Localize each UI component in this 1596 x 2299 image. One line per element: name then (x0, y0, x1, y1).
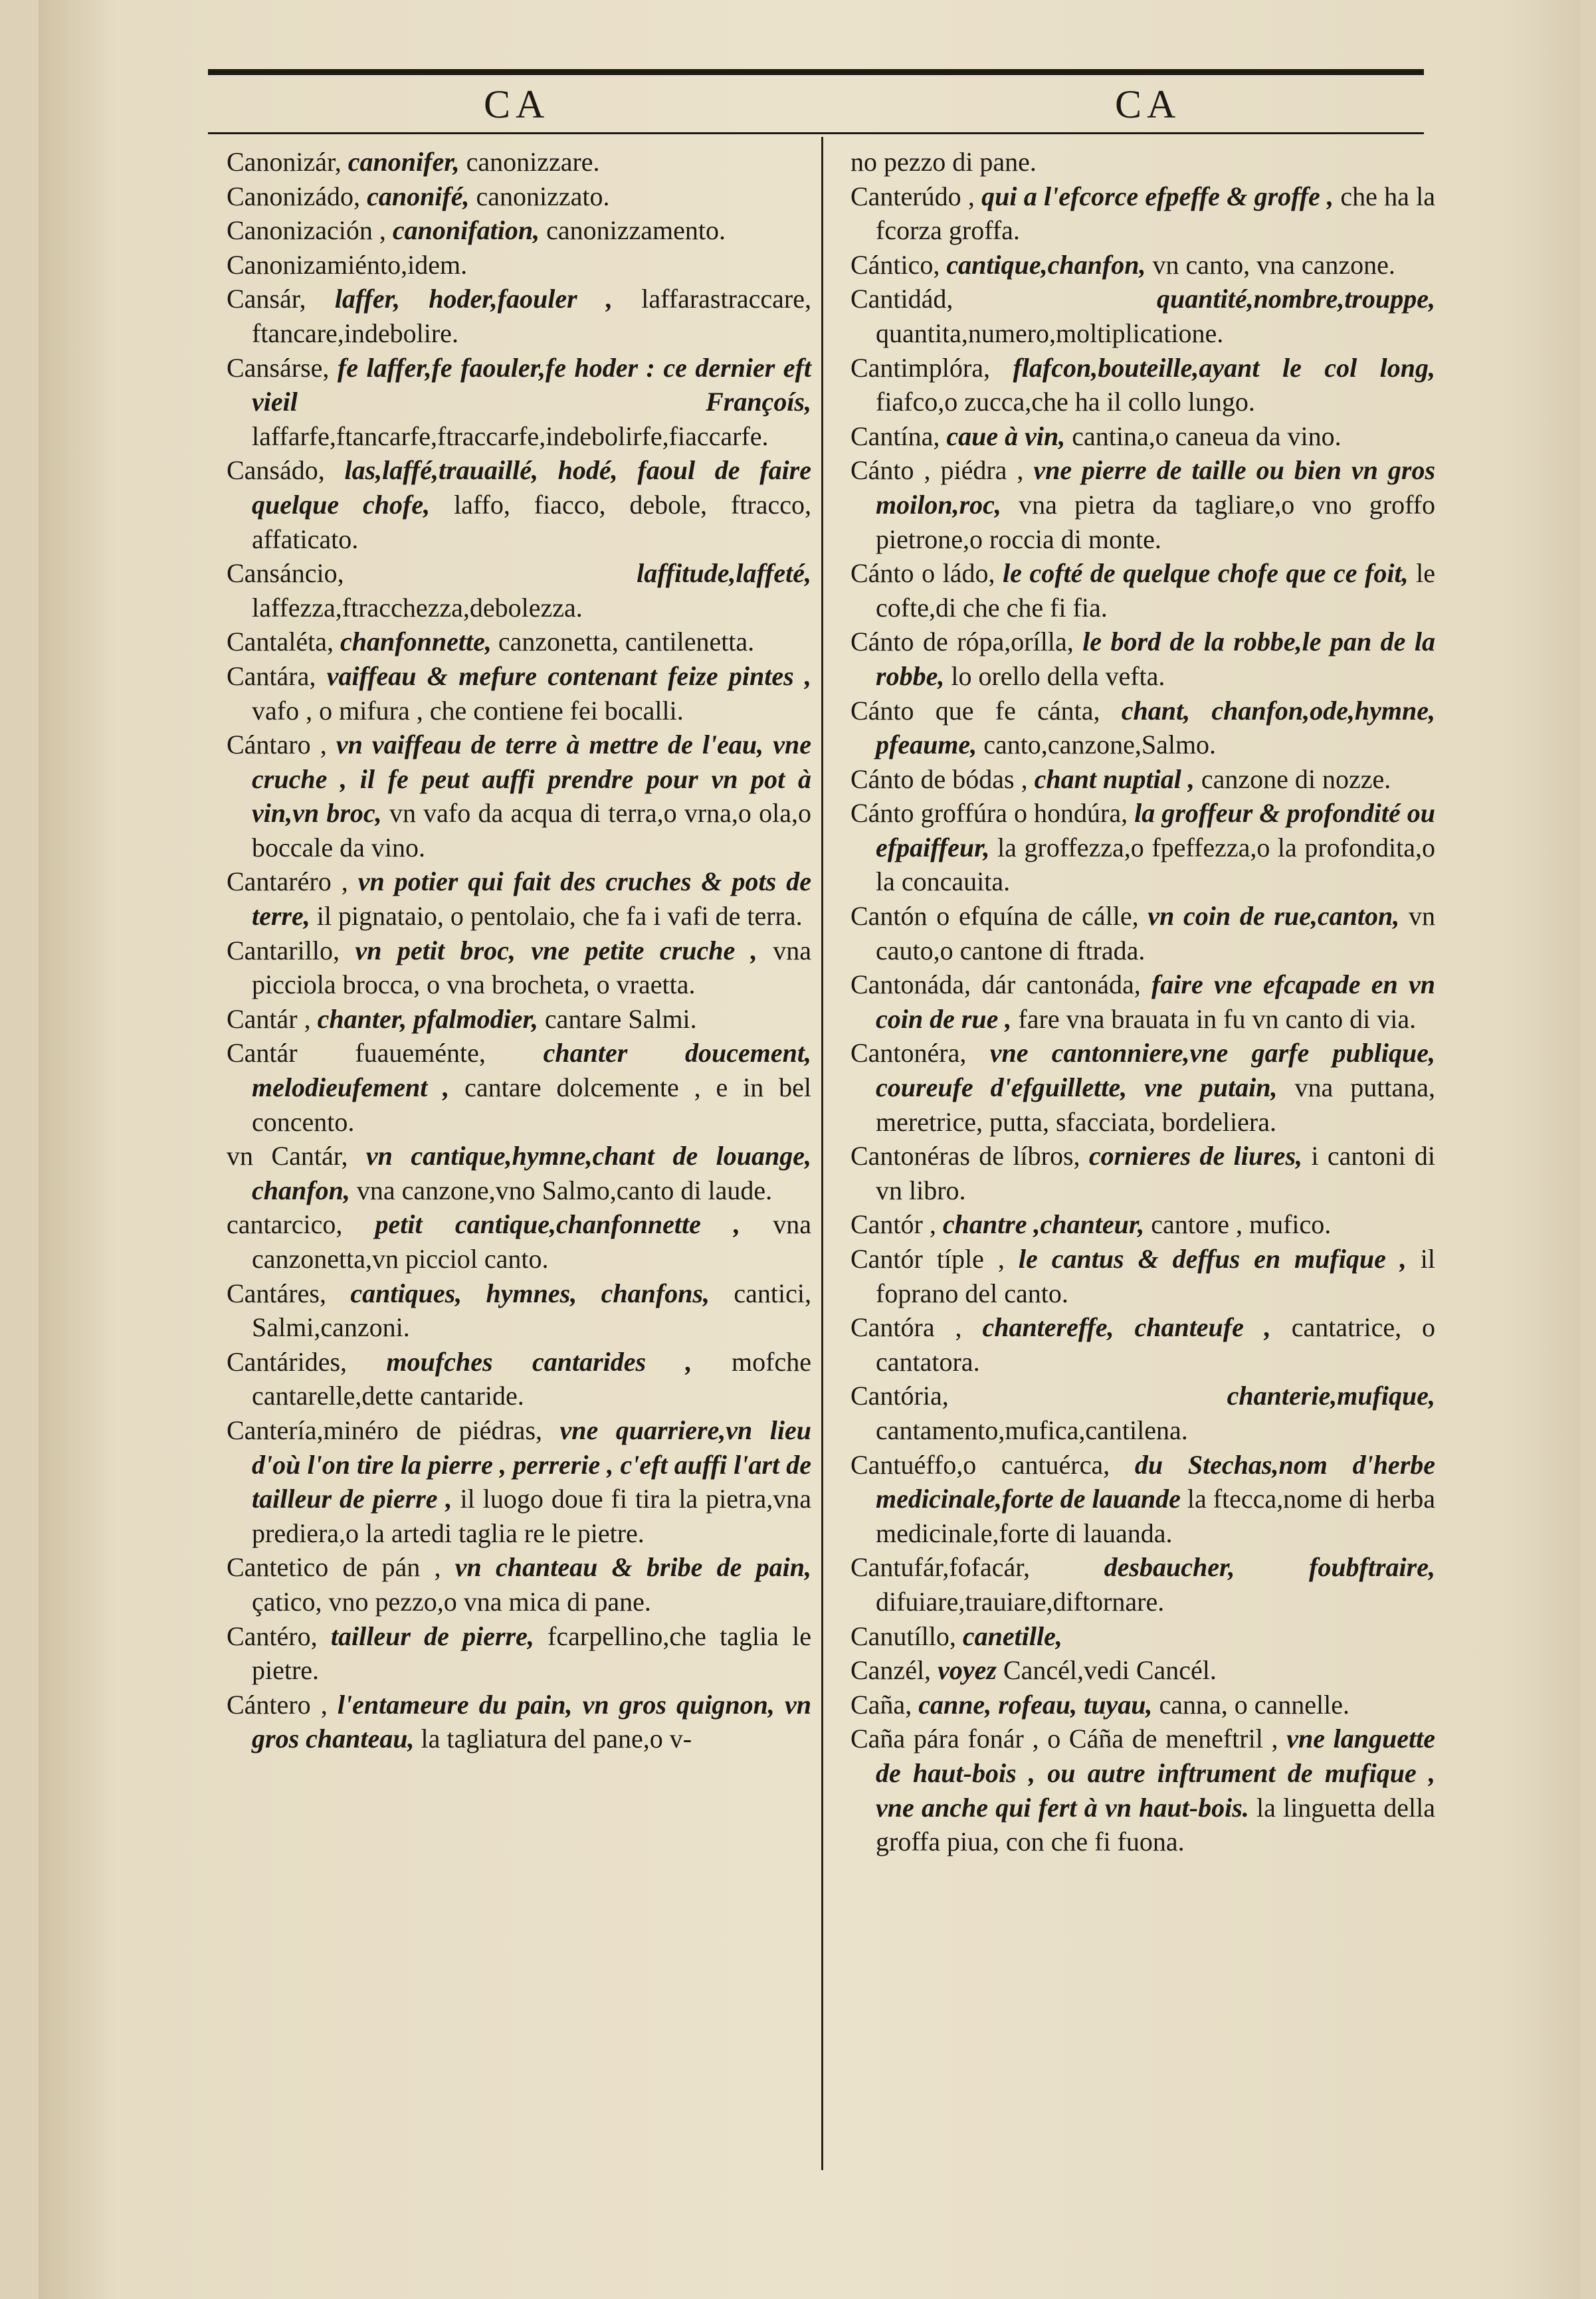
french-gloss: vne pierre de taille ou bien vn gros moilon,roc, (876, 455, 1436, 520)
french-gloss: l'entameure du pain, vn gros quignon, vn gros chanteau, (252, 1689, 811, 1754)
dictionary-entry (850, 796, 1435, 899)
french-gloss: petit cantique,chanfonnette , (375, 1209, 741, 1240)
headword: Cantára, (227, 660, 316, 691)
headword: Cantáres, (227, 1278, 326, 1308)
french-gloss: cornieres de liures, (1088, 1141, 1303, 1171)
dictionary-entry (850, 1207, 1435, 1242)
dictionary-entry (227, 1036, 811, 1139)
headword: Cánto de bódas , (850, 763, 1028, 794)
dictionary-entry (850, 762, 1435, 797)
headword: Cantón o efquína de cálle, (850, 901, 1139, 932)
french-gloss: vn potier qui fait des cruches & pots de terre, (252, 866, 811, 932)
headword: Cantería,minéro de piédras, (227, 1415, 543, 1445)
italian-gloss: laffarfe,ftancarfe,ftraccarfe,indebolirfe,fiaccarfe. (252, 421, 769, 451)
headword: Cántaro , (227, 730, 327, 760)
french-gloss: faire vne efcapade en vn coin de rue , (876, 969, 1435, 1034)
headword: Cansádo, (227, 455, 325, 486)
italian-gloss: i cantoni di vn libro. (876, 1141, 1436, 1205)
headword: Cantaléta, (227, 627, 334, 657)
dictionary-entry (850, 1688, 1435, 1722)
headword: Cantidád, (850, 284, 953, 314)
dictionary-entry (227, 1413, 811, 1550)
dictionary-entry (850, 453, 1435, 556)
french-gloss: vne languette de haut-bois , ou autre inftrument de mufique , vne anche qui fert à vn haut-bois. (876, 1724, 1436, 1823)
french-gloss: voyez (938, 1655, 997, 1686)
italian-gloss: quantita,numero,moltiplicatione. (876, 318, 1224, 348)
italian-gloss: canzonetta, cantilenetta. (498, 627, 755, 657)
italian-gloss: fiafco,o zucca,che ha il collo lungo. (876, 387, 1255, 417)
headword: Canonizádo, (227, 181, 361, 211)
french-gloss: canonifer, (348, 147, 460, 177)
italian-gloss: canna, o cannelle. (1159, 1689, 1349, 1720)
dictionary-entry (227, 1688, 811, 1756)
french-gloss: qui a l'efcorce efpeffe & groffe , (981, 181, 1334, 211)
italian-gloss: vna canzonetta,vn picciol canto. (252, 1209, 812, 1274)
dictionary-entry (227, 728, 811, 864)
italian-gloss: vna canzone,vno Salmo,canto di laude. (356, 1175, 773, 1205)
headword: Canutíllo, (850, 1621, 956, 1651)
italian-gloss: la groffezza,o fpeffezza,o la profondita,o la concauita. (876, 832, 1436, 897)
headword: Cantonéra, (850, 1038, 967, 1068)
italian-gloss: la ftecca,nome di herba medicinale,forte di lauanda. (876, 1484, 1436, 1548)
dictionary-entry (850, 1036, 1435, 1139)
italian-gloss: canonizzato. (476, 181, 610, 211)
italian-gloss: che ha la fcorza groffa. (876, 181, 1435, 246)
headword: Cantonéras de líbros, (850, 1141, 1080, 1171)
french-gloss: vn coin de rue,canton, (1147, 901, 1400, 932)
headword: Cantimplóra, (850, 352, 990, 383)
dictionary-entry (227, 625, 811, 659)
italian-gloss: Cancél,vedi Cancél. (1003, 1655, 1217, 1686)
dictionary-entry (227, 453, 811, 556)
french-gloss: la groffeur & profondité ou efpaiffeur, (876, 798, 1436, 862)
italian-gloss: laffarastraccare, ftancare,indebolire. (252, 284, 811, 348)
french-gloss: chantre ,chanteur, (942, 1209, 1145, 1240)
french-gloss: vn cantique,hymne,chant de louange, chanfon, (252, 1141, 811, 1205)
italian-gloss: la tagliatura del pane,o v- (421, 1724, 692, 1754)
headword: Caña, (850, 1689, 912, 1720)
french-gloss: canne, rofeau, tuyau, (918, 1689, 1153, 1720)
dictionary-entry (227, 145, 811, 179)
italian-gloss: vn vafo da acqua di terra,o vrna,o ola,o boccale da vino. (252, 798, 812, 862)
running-head-right: CA (1115, 82, 1181, 126)
italian-gloss: difuiare,trauiare,diftornare. (876, 1586, 1165, 1617)
dictionary-entry (227, 1207, 811, 1276)
italian-gloss: mofche cantarelle,dette cantaride. (252, 1346, 811, 1411)
headword: Canonizár, (227, 147, 342, 177)
headword: Cánto , piédra , (850, 455, 1024, 486)
book-page (39, 0, 1580, 2299)
french-gloss: laffer, hoder,faouler , (334, 284, 613, 314)
italian-gloss: cantatrice, o cantatora. (876, 1312, 1436, 1377)
italian-gloss: vafo , o mifura , che contiene fei bocalli. (252, 695, 684, 726)
italian-gloss: canonizzamento. (546, 215, 726, 246)
italian-gloss: canzone di nozze. (1201, 763, 1391, 794)
french-gloss: chanter, pfalmodier, (317, 1003, 538, 1034)
italian-gloss: laffo, fiacco, debole, ftracco, affaticato. (252, 489, 811, 554)
french-gloss: laffitude,laffeté, (637, 558, 811, 589)
french-gloss: las,laffé,trauaillé, hodé, faoul de faire quelque chofe, (252, 455, 812, 520)
italian-gloss: vn canto, vna canzone. (1152, 249, 1395, 280)
headword: Cantarillo, (227, 935, 340, 965)
headword: vn Cantár, (227, 1141, 348, 1171)
french-gloss: vn petit broc, vne petite cruche , (355, 935, 757, 965)
dictionary-entry (850, 1619, 1435, 1654)
dictionary-entry (227, 864, 811, 933)
french-gloss: chanter doucement, melodieufement , (252, 1038, 811, 1103)
french-gloss: vn vaiffeau de terre à mettre de l'eau, vne cruche , il fe peut auffi prendre pour vn pot à vin,vn broc, (252, 730, 811, 829)
french-gloss: le bord de la robbe,le pan de la robbe, (876, 627, 1436, 691)
dictionary-entry (850, 899, 1435, 967)
dictionary-entry (227, 1002, 811, 1037)
dictionary-entry (227, 1345, 811, 1413)
dictionary-entry (227, 1276, 811, 1345)
dictionary-entry (850, 694, 1435, 762)
headword: Cánto o ládo, (850, 558, 995, 589)
italian-gloss: no pezzo di pane. (850, 147, 1037, 177)
dictionary-entry (850, 282, 1435, 350)
italian-gloss: cantici, Salmi,canzoni. (252, 1278, 812, 1343)
italian-gloss: il luogo doue fi tira la pietra,vna prediera,o la artedi taglia re le pietre. (252, 1484, 811, 1548)
headword: Cantéro, (227, 1621, 318, 1651)
french-gloss: vaiffeau & mefure contenant feize pintes , (326, 660, 811, 691)
headword: Cánto groffúra o hondúra, (850, 798, 1128, 829)
french-gloss: cantiques, hymnes, chanfons, (350, 1278, 710, 1308)
french-gloss: vne cantonniere,vne garfe publique, coureufe d'efguillette, vne putain, (876, 1038, 1436, 1103)
headword: Cantetico de pán , (227, 1552, 441, 1583)
headword: Cansáncio, (227, 558, 344, 589)
italian-gloss: il foprano del canto. (876, 1244, 1436, 1308)
dictionary-entry (227, 213, 811, 248)
headword: Cantárides, (227, 1346, 348, 1377)
italian-gloss: vna picciola brocca, o vna brocheta, o vraetta. (252, 935, 812, 1000)
italian-gloss: canto,canzone,Salmo. (983, 730, 1217, 760)
dictionary-entry (850, 556, 1435, 625)
dictionary-entry (227, 1139, 811, 1207)
italian-gloss: vna pietra da tagliare,o vno groffo pietrone,o roccia di monte. (876, 489, 1435, 554)
italian-gloss: vna puttana, meretrice, putta, sfacciata, bordeliera. (876, 1072, 1435, 1137)
french-gloss: moufches cantarides , (386, 1346, 692, 1377)
french-gloss: le cantus & deffus en mufique , (1018, 1244, 1407, 1274)
italian-gloss: fare vna brauata in fu vn canto di via. (1018, 1003, 1417, 1034)
dictionary-entry (850, 1139, 1435, 1207)
column-divider (821, 137, 823, 2170)
headword: Cansárse, (227, 352, 330, 383)
headword: Canterúdo , (850, 181, 975, 211)
french-gloss: quantité,nombre,trouppe, (1157, 284, 1435, 314)
italian-gloss: cantamento,mufica,cantilena. (876, 1415, 1188, 1445)
headword: Cantaréro , (227, 866, 348, 897)
italian-gloss: çatico, vno pezzo,o vna mica di pane. (252, 1586, 651, 1617)
dictionary-entry (850, 1653, 1435, 1688)
french-gloss: canonifé, (367, 181, 470, 211)
headword: Cantuéffo,o cantuérca, (850, 1449, 1110, 1480)
headword: Canonización , (227, 215, 386, 246)
italian-gloss: cantare Salmi. (544, 1003, 697, 1034)
dictionary-entry (227, 659, 811, 728)
italian-gloss: fcarpellino,che taglia le pietre. (252, 1621, 812, 1686)
dictionary-entry (227, 1550, 811, 1619)
dictionary-entry (850, 1448, 1435, 1551)
headword: Cantonáda, dár cantonáda, (850, 969, 1141, 1000)
italian-gloss: cantina,o caneua da vino. (1072, 421, 1342, 451)
dictionary-entry (850, 419, 1435, 454)
french-gloss: caue à vin, (946, 421, 1066, 451)
headword: Cantár fuaueménte, (227, 1038, 486, 1068)
french-gloss: canetille, (962, 1621, 1062, 1651)
dictionary-entry (850, 1550, 1435, 1619)
french-gloss: flafcon,bouteille,ayant le col long, (1013, 352, 1435, 383)
headword: Cantufár,fofacár, (850, 1552, 1030, 1583)
dictionary-entry (850, 351, 1435, 419)
italian-gloss: cantore , mufico. (1151, 1209, 1332, 1240)
running-head-left: CA (484, 82, 550, 126)
french-gloss: fe laffer,fe faouler,fe hoder : ce dernier eft vieil Françoís, (252, 352, 811, 417)
headword: Caña pára fonár , o Cáña de meneftril , (850, 1724, 1278, 1754)
headword: Cánto de rópa,orílla, (850, 627, 1074, 657)
headword: Cantár , (227, 1003, 311, 1034)
dictionary-entry (227, 179, 811, 214)
french-gloss: chant nuptial , (1034, 763, 1195, 794)
french-gloss: canonifation, (392, 215, 540, 246)
dictionary-entry (850, 179, 1435, 248)
right-column (850, 145, 1435, 1859)
headword: Cantór típle , (850, 1244, 1005, 1274)
headword: Canonizamiénto,idem. (227, 249, 468, 280)
headword: Cansár, (227, 284, 306, 314)
french-gloss: cantique,chanfon, (946, 249, 1146, 280)
dictionary-entry (850, 248, 1435, 282)
dictionary-entry (227, 351, 811, 454)
dictionary-entry (227, 248, 811, 282)
italian-gloss: il pignataio, o pentolaio, che fa i vafi de terra. (316, 901, 803, 932)
header-rule (208, 69, 1424, 75)
french-gloss: chant, chanfon,ode,hymne, pfeaume, (876, 695, 1436, 760)
italian-gloss: canonizzare. (466, 147, 600, 177)
headword: Cántico, (850, 249, 940, 280)
headword: Cantória, (850, 1381, 949, 1411)
dictionary-entry (850, 145, 1435, 179)
header-underline (208, 132, 1424, 134)
french-gloss: chanterie,mufique, (1227, 1381, 1435, 1411)
dictionary-entry (850, 1379, 1435, 1447)
french-gloss: du Stechas,nom d'herbe medicinale,forte de lauande (876, 1449, 1436, 1514)
italian-gloss: lo orello della vefta. (951, 660, 1165, 691)
french-gloss: chantereffe, chanteufe , (982, 1312, 1271, 1343)
headword: Canzél, (850, 1655, 932, 1686)
italian-gloss: cantare dolcemente , e in bel concento. (252, 1072, 811, 1137)
french-gloss: desbaucher, foubftraire, (1104, 1552, 1435, 1583)
dictionary-entry (850, 1722, 1435, 1858)
dictionary-entry (227, 1619, 811, 1688)
dictionary-entry (227, 282, 811, 350)
headword: Cánto que fe cánta, (850, 695, 1100, 726)
french-gloss: le cofté de quelque chofe que ce foit, (1003, 558, 1409, 589)
french-gloss: chanfonnette, (340, 627, 492, 657)
dictionary-entry (850, 967, 1435, 1036)
french-gloss: vne quarriere,vn lieu d'où l'on tire la pierre , perrerie , c'eft auffi l'art de tailleur de pierre , (252, 1415, 812, 1514)
dictionary-entry (850, 625, 1435, 693)
italian-gloss: la linguetta della groffa piua, con che fi fuona. (876, 1792, 1435, 1857)
headword: Cántero , (227, 1689, 328, 1720)
french-gloss: vn chanteau & bribe de pain, (454, 1552, 811, 1583)
italian-gloss: vn cauto,o cantone di ftrada. (876, 901, 1435, 965)
italian-gloss: laffezza,ftracchezza,debolezza. (252, 592, 583, 623)
headword: Cantóra , (850, 1312, 962, 1343)
dictionary-entry (850, 1310, 1435, 1379)
dictionary-entry (227, 556, 811, 625)
headword: cantarcico, (227, 1209, 343, 1240)
french-gloss: tailleur de pierre, (330, 1621, 534, 1651)
dictionary-entry (227, 934, 811, 1002)
dictionary-entry (850, 1242, 1435, 1310)
headword: Cantína, (850, 421, 940, 451)
headword: Cantór , (850, 1209, 936, 1240)
italian-gloss: le cofte,di che che fi fia. (876, 558, 1436, 623)
left-column (227, 145, 811, 1756)
